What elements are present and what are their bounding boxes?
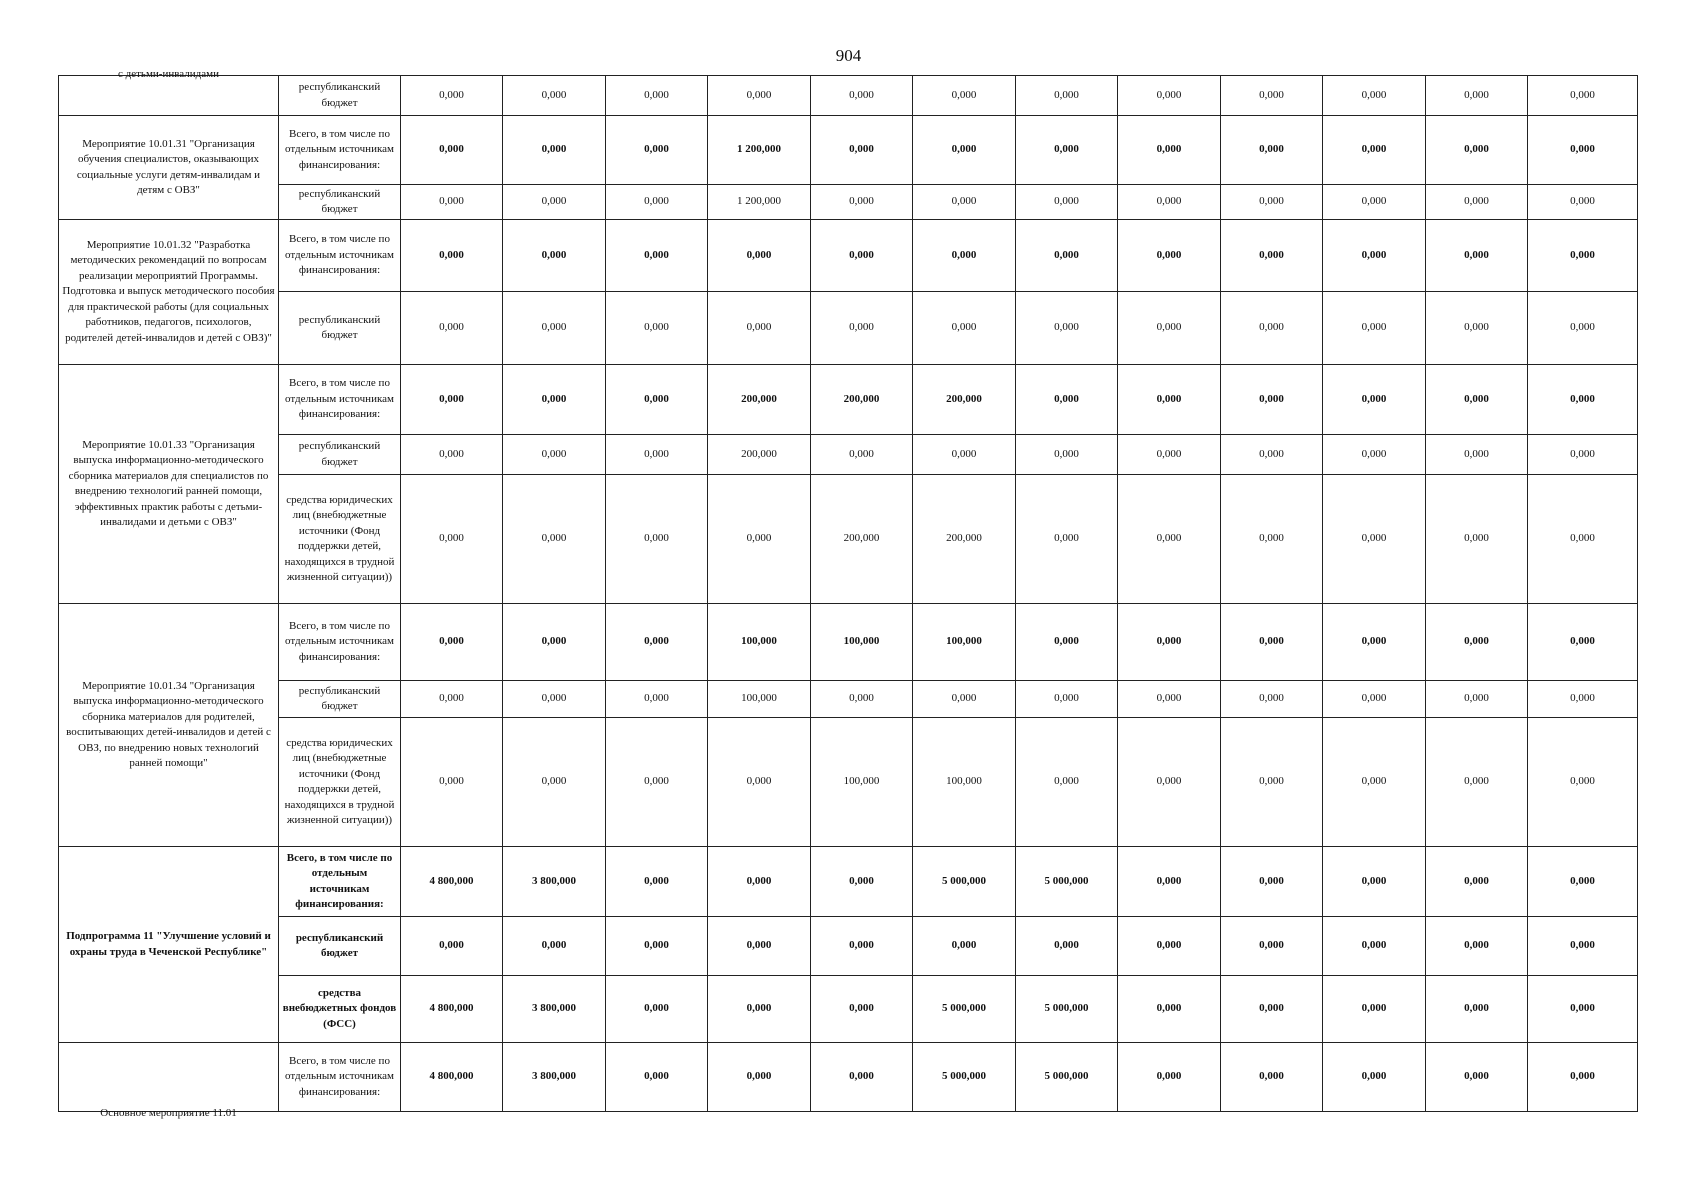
table-row: [59, 718, 1638, 847]
program-item-name: с детьми-инвалидами: [59, 76, 279, 116]
amount-cell: 0,000: [1016, 681, 1118, 718]
financing-table: [58, 68, 1638, 1119]
amount-cell: 0,000: [606, 475, 708, 604]
amount-cell: 0,000: [1221, 1043, 1323, 1112]
program-item-name: Основное мероприятие 11.01: [59, 1043, 279, 1112]
amount-cell: 4 800,000: [401, 1043, 503, 1112]
amount-cell: 0,000: [708, 976, 811, 1043]
table-row: [59, 475, 1638, 604]
amount-cell: 0,000: [503, 604, 606, 681]
funding-source: республиканский бюджет: [279, 681, 401, 718]
table-row: [59, 435, 1638, 475]
amount-cell: 0,000: [1426, 185, 1528, 220]
amount-cell: 0,000: [1528, 681, 1638, 718]
page-number: 904: [835, 46, 862, 65]
amount-cell: 0,000: [1426, 917, 1528, 976]
table-row: [59, 76, 1638, 116]
amount-cell: 0,000: [606, 435, 708, 475]
amount-cell: 0,000: [1221, 365, 1323, 435]
amount-cell: 0,000: [503, 917, 606, 976]
amount-cell: 0,000: [1323, 76, 1426, 116]
amount-cell: 200,000: [913, 475, 1016, 604]
amount-cell: 0,000: [503, 365, 606, 435]
amount-cell: 0,000: [606, 847, 708, 917]
amount-cell: 0,000: [606, 292, 708, 365]
amount-cell: 0,000: [1323, 220, 1426, 292]
amount-cell: 0,000: [1528, 365, 1638, 435]
amount-cell: 0,000: [1426, 76, 1528, 116]
amount-cell: 0,000: [811, 116, 913, 185]
amount-cell: 0,000: [1118, 475, 1221, 604]
amount-cell: 100,000: [708, 604, 811, 681]
amount-cell: 5 000,000: [1016, 976, 1118, 1043]
amount-cell: 0,000: [708, 76, 811, 116]
amount-cell: 0,000: [1323, 1043, 1426, 1112]
amount-cell: 0,000: [1528, 220, 1638, 292]
amount-cell: 100,000: [811, 604, 913, 681]
amount-cell: 0,000: [1016, 718, 1118, 847]
amount-cell: 200,000: [811, 475, 913, 604]
amount-cell: 0,000: [1118, 976, 1221, 1043]
amount-cell: 0,000: [606, 116, 708, 185]
amount-cell: 0,000: [1426, 220, 1528, 292]
amount-cell: 100,000: [708, 681, 811, 718]
amount-cell: 0,000: [1016, 475, 1118, 604]
amount-cell: 200,000: [913, 365, 1016, 435]
amount-cell: 0,000: [401, 435, 503, 475]
amount-cell: 0,000: [503, 185, 606, 220]
amount-cell: 0,000: [708, 475, 811, 604]
funding-source: Всего, в том числе по отдельным источникам финансирования:: [279, 604, 401, 681]
amount-cell: 3 800,000: [503, 847, 606, 917]
table-row: [59, 185, 1638, 220]
table-row: [59, 116, 1638, 185]
amount-cell: 0,000: [606, 185, 708, 220]
table-row: [59, 917, 1638, 976]
amount-cell: 0,000: [503, 76, 606, 116]
amount-cell: 5 000,000: [1016, 847, 1118, 917]
amount-cell: 0,000: [1528, 1043, 1638, 1112]
amount-cell: 0,000: [1221, 976, 1323, 1043]
amount-cell: 0,000: [1118, 847, 1221, 917]
amount-cell: 0,000: [913, 435, 1016, 475]
amount-cell: 0,000: [401, 604, 503, 681]
amount-cell: 0,000: [1016, 365, 1118, 435]
amount-cell: 0,000: [1221, 116, 1323, 185]
amount-cell: 0,000: [1221, 604, 1323, 681]
amount-cell: 0,000: [1528, 76, 1638, 116]
amount-cell: 0,000: [1221, 718, 1323, 847]
funding-source: Всего, в том числе по отдельным источникам финансирования:: [279, 220, 401, 292]
funding-source: Всего, в том числе по отдельным источникам финансирования:: [279, 116, 401, 185]
amount-cell: 0,000: [1118, 718, 1221, 847]
amount-cell: 0,000: [401, 76, 503, 116]
amount-cell: 100,000: [913, 604, 1016, 681]
amount-cell: 0,000: [913, 917, 1016, 976]
amount-cell: 0,000: [606, 76, 708, 116]
amount-cell: 200,000: [708, 435, 811, 475]
amount-cell: 0,000: [606, 604, 708, 681]
amount-cell: 0,000: [401, 365, 503, 435]
amount-cell: 0,000: [1528, 917, 1638, 976]
program-item-name: Мероприятие 10.01.31 "Организация обучения специалистов, оказывающих социальные услуги детям-инвалидам и детям с ОВЗ": [59, 116, 279, 220]
funding-source: средства юридических лиц (внебюджетные источники (Фонд поддержки детей, находящихся в трудной жизненной ситуации)): [279, 718, 401, 847]
program-item-name: Мероприятие 10.01.32 "Разработка методических рекомендаций по вопросам реализации мероприятий Программы. Подготовка и выпуск методического пособия для практической работы (для социальных работников, педагогов, психологов, родителей детей-инвалидов и детей с ОВЗ)": [59, 220, 279, 365]
funding-source: республиканский бюджет: [279, 292, 401, 365]
amount-cell: 100,000: [811, 718, 913, 847]
amount-cell: 5 000,000: [913, 976, 1016, 1043]
amount-cell: 0,000: [503, 435, 606, 475]
amount-cell: 0,000: [1221, 475, 1323, 604]
amount-cell: 0,000: [1528, 976, 1638, 1043]
amount-cell: 0,000: [1016, 292, 1118, 365]
amount-cell: 0,000: [913, 76, 1016, 116]
amount-cell: 0,000: [1118, 365, 1221, 435]
amount-cell: 0,000: [1528, 292, 1638, 365]
amount-cell: 0,000: [913, 220, 1016, 292]
amount-cell: 0,000: [1323, 116, 1426, 185]
amount-cell: 0,000: [1426, 475, 1528, 604]
amount-cell: 0,000: [1016, 116, 1118, 185]
amount-cell: 0,000: [708, 847, 811, 917]
amount-cell: 0,000: [1118, 185, 1221, 220]
amount-cell: 0,000: [1118, 116, 1221, 185]
amount-cell: 0,000: [1221, 917, 1323, 976]
amount-cell: 0,000: [1323, 185, 1426, 220]
amount-cell: 0,000: [1221, 76, 1323, 116]
financing-table-wrapper: [58, 68, 1638, 1119]
amount-cell: 0,000: [811, 917, 913, 976]
amount-cell: 0,000: [401, 475, 503, 604]
amount-cell: 0,000: [708, 292, 811, 365]
program-item-name: Мероприятие 10.01.33 "Организация выпуска информационно-методического сборника материалов для специалистов по внедрению технологий ранней помощи, эффективных практик работы с детьми-инвалидами и детьми с ОВЗ": [59, 365, 279, 604]
amount-cell: 0,000: [1118, 1043, 1221, 1112]
amount-cell: 0,000: [1221, 435, 1323, 475]
amount-cell: 0,000: [1016, 435, 1118, 475]
amount-cell: 0,000: [401, 917, 503, 976]
amount-cell: 0,000: [811, 185, 913, 220]
amount-cell: 0,000: [503, 475, 606, 604]
amount-cell: 0,000: [811, 681, 913, 718]
amount-cell: 0,000: [1323, 604, 1426, 681]
amount-cell: 0,000: [606, 220, 708, 292]
amount-cell: 0,000: [606, 718, 708, 847]
funding-source: Всего, в том числе по отдельным источникам финансирования:: [279, 847, 401, 917]
amount-cell: 0,000: [811, 292, 913, 365]
amount-cell: 0,000: [1426, 718, 1528, 847]
amount-cell: 0,000: [1221, 185, 1323, 220]
amount-cell: 0,000: [401, 116, 503, 185]
funding-source: Всего, в том числе по отдельным источникам финансирования:: [279, 365, 401, 435]
amount-cell: 4 800,000: [401, 976, 503, 1043]
amount-cell: 0,000: [1528, 847, 1638, 917]
amount-cell: 0,000: [401, 681, 503, 718]
amount-cell: 0,000: [1323, 365, 1426, 435]
amount-cell: 0,000: [1118, 76, 1221, 116]
amount-cell: 0,000: [1118, 604, 1221, 681]
amount-cell: 0,000: [1221, 220, 1323, 292]
funding-source: республиканский бюджет: [279, 185, 401, 220]
amount-cell: 0,000: [1426, 292, 1528, 365]
amount-cell: 0,000: [1528, 185, 1638, 220]
amount-cell: 0,000: [811, 847, 913, 917]
amount-cell: 0,000: [1016, 185, 1118, 220]
amount-cell: 0,000: [913, 185, 1016, 220]
amount-cell: 0,000: [708, 917, 811, 976]
amount-cell: 0,000: [606, 1043, 708, 1112]
amount-cell: 0,000: [1426, 681, 1528, 718]
amount-cell: 0,000: [811, 435, 913, 475]
amount-cell: 0,000: [1323, 718, 1426, 847]
amount-cell: 0,000: [1323, 917, 1426, 976]
amount-cell: 0,000: [606, 681, 708, 718]
amount-cell: 0,000: [708, 1043, 811, 1112]
funding-source: средства внебюджетных фондов (ФСС): [279, 976, 401, 1043]
amount-cell: 0,000: [913, 116, 1016, 185]
amount-cell: 0,000: [401, 718, 503, 847]
table-row: [59, 292, 1638, 365]
amount-cell: 0,000: [1118, 220, 1221, 292]
amount-cell: 0,000: [401, 292, 503, 365]
amount-cell: 0,000: [1118, 681, 1221, 718]
amount-cell: 0,000: [1323, 475, 1426, 604]
funding-source: средства юридических лиц (внебюджетные источники (Фонд поддержки детей, находящихся в трудной жизненной ситуации)): [279, 475, 401, 604]
amount-cell: 0,000: [913, 292, 1016, 365]
funding-source: республиканский бюджет: [279, 435, 401, 475]
amount-cell: 0,000: [503, 116, 606, 185]
amount-cell: 5 000,000: [1016, 1043, 1118, 1112]
amount-cell: 1 200,000: [708, 116, 811, 185]
amount-cell: 0,000: [1528, 116, 1638, 185]
table-row: [59, 847, 1638, 917]
amount-cell: 0,000: [503, 681, 606, 718]
program-item-name: Мероприятие 10.01.34 "Организация выпуска информационно-методического сборника материалов для родителей, воспитывающих детей-инвалидов и детей с ОВЗ, по внедрению новых технологий ранней помощи": [59, 604, 279, 847]
amount-cell: 0,000: [1323, 847, 1426, 917]
amount-cell: 0,000: [1016, 917, 1118, 976]
amount-cell: 4 800,000: [401, 847, 503, 917]
amount-cell: 0,000: [1426, 976, 1528, 1043]
funding-source: Всего, в том числе по отдельным источникам финансирования:: [279, 1043, 401, 1112]
amount-cell: 0,000: [811, 1043, 913, 1112]
amount-cell: 0,000: [1221, 681, 1323, 718]
amount-cell: 0,000: [811, 220, 913, 292]
amount-cell: 3 800,000: [503, 1043, 606, 1112]
amount-cell: 0,000: [1016, 76, 1118, 116]
amount-cell: 0,000: [401, 220, 503, 292]
amount-cell: 0,000: [1016, 220, 1118, 292]
amount-cell: 0,000: [1323, 976, 1426, 1043]
amount-cell: 0,000: [503, 718, 606, 847]
amount-cell: 0,000: [1016, 604, 1118, 681]
amount-cell: 0,000: [1323, 435, 1426, 475]
amount-cell: 0,000: [1426, 435, 1528, 475]
table-row: [59, 220, 1638, 292]
amount-cell: 0,000: [606, 365, 708, 435]
amount-cell: 0,000: [1221, 847, 1323, 917]
amount-cell: 0,000: [1118, 435, 1221, 475]
funding-source: республиканский бюджет: [279, 76, 401, 116]
amount-cell: 0,000: [1221, 292, 1323, 365]
amount-cell: 0,000: [1528, 435, 1638, 475]
table-row: [59, 976, 1638, 1043]
amount-cell: 0,000: [1528, 475, 1638, 604]
amount-cell: 0,000: [811, 76, 913, 116]
amount-cell: 0,000: [1528, 718, 1638, 847]
amount-cell: 0,000: [503, 220, 606, 292]
amount-cell: 0,000: [606, 976, 708, 1043]
amount-cell: 0,000: [503, 292, 606, 365]
amount-cell: 0,000: [811, 976, 913, 1043]
table-row: [59, 681, 1638, 718]
amount-cell: 0,000: [1118, 917, 1221, 976]
funding-source: республиканский бюджет: [279, 917, 401, 976]
amount-cell: 200,000: [708, 365, 811, 435]
amount-cell: 0,000: [1118, 292, 1221, 365]
program-item-name: Подпрограмма 11 "Улучшение условий и охраны труда в Чеченской Республике": [59, 847, 279, 1043]
amount-cell: 200,000: [811, 365, 913, 435]
amount-cell: 0,000: [1426, 365, 1528, 435]
amount-cell: 1 200,000: [708, 185, 811, 220]
amount-cell: 0,000: [1426, 847, 1528, 917]
amount-cell: 0,000: [1426, 604, 1528, 681]
amount-cell: 0,000: [1426, 1043, 1528, 1112]
amount-cell: 5 000,000: [913, 847, 1016, 917]
amount-cell: 0,000: [913, 681, 1016, 718]
amount-cell: 0,000: [708, 718, 811, 847]
amount-cell: 0,000: [1426, 116, 1528, 185]
table-row: [59, 365, 1638, 435]
amount-cell: 0,000: [1528, 604, 1638, 681]
table-row: [59, 1043, 1638, 1112]
amount-cell: 0,000: [708, 220, 811, 292]
amount-cell: 0,000: [401, 185, 503, 220]
amount-cell: 5 000,000: [913, 1043, 1016, 1112]
amount-cell: 0,000: [1323, 681, 1426, 718]
amount-cell: 100,000: [913, 718, 1016, 847]
amount-cell: 0,000: [606, 917, 708, 976]
amount-cell: 3 800,000: [503, 976, 606, 1043]
table-row: [59, 604, 1638, 681]
amount-cell: 0,000: [1323, 292, 1426, 365]
